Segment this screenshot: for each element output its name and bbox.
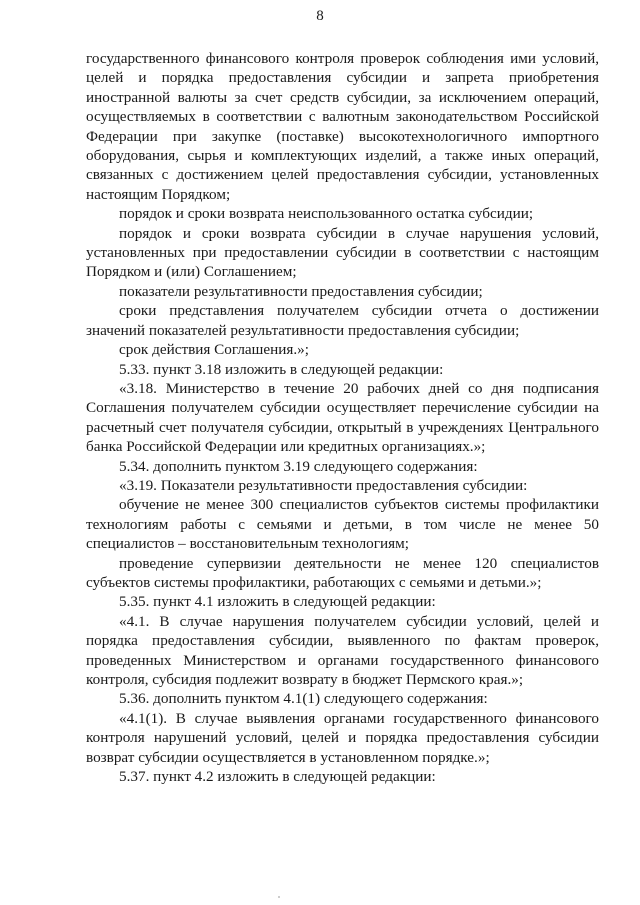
- paragraph: 5.34. дополнить пунктом 3.19 следующего содержания:: [119, 457, 478, 475]
- paragraph: 5.36. дополнить пунктом 4.1(1) следующего содержания:: [119, 690, 488, 708]
- page-number: 8: [316, 8, 324, 24]
- paragraph: «3.19. Показатели результативности предоставления субсидии:: [119, 476, 528, 494]
- paragraph: «4.1. В случае нарушения получателем субсидии условий, целей и порядка предоставления субсидии, выявленного по фактам проверок, проведенных Министерством и органами государственного финансового контроля, субсидия подлежит возврату в бюджет Пермского края.»;: [86, 612, 599, 688]
- paragraph: показатели результативности предоставления субсидии;: [119, 282, 483, 300]
- paragraph: 5.35. пункт 4.1 изложить в следующей редакции:: [119, 593, 436, 611]
- paragraph: срок действия Соглашения.»;: [119, 341, 309, 359]
- paragraph: проведение супервизии деятельности не менее 120 специалистов субъектов системы профилактики, работающих с семьями и детьми.»;: [86, 554, 599, 591]
- paragraph: сроки представления получателем субсидии отчета о достижении значений показателей результативности предоставления субсидии;: [86, 302, 599, 339]
- paragraph: порядок и сроки возврата субсидии в случае нарушения условий, установленных при предоставлении субсидии в соответствии с настоящим Порядком и (или) Соглашением;: [86, 224, 599, 281]
- scan-artifact-dot: [278, 896, 280, 898]
- paragraph: «3.18. Министерство в течение 20 рабочих дней со дня подписания Соглашения получателем субсидии осуществляет перечисление субсидии на расчетный счет получателя субсидии, открытый в учреждениях Центрального банка Российской Федерации или кредитных организациях.»;: [86, 379, 599, 456]
- paragraph: «4.1(1). В случае выявления органами государственного финансового контроля нарушений условий, целей и порядка предоставления субсидии возврат субсидии осуществляется в установленном порядке.»;: [86, 709, 599, 766]
- paragraph: порядок и сроки возврата неиспользованного остатка субсидии;: [119, 205, 534, 223]
- document-body: [86, 49, 599, 786]
- paragraph: 5.37. пункт 4.2 изложить в следующей редакции:: [119, 768, 436, 786]
- paragraph: государственного финансового контроля проверок соблюдения ими условий, целей и порядка предоставления субсидии и запрета приобретения иностранной валюты за счет средств субсидии, за исключением операций, осуществляемых в соответствии с валютным законодательством Российской Федерации при закупке (поставке) высокотехнологичного импортного оборудования, сырья и комплектующих изделий, а также иных операций, связанных с достижением целей предоставления субсидии, установленных настоящим Порядком;: [86, 50, 599, 203]
- paragraph: обучение не менее 300 специалистов субъектов системы профилактики технологиям работы с семьями и детьми, в том числе не менее 50 специалистов – восстановительным технологиям;: [86, 496, 599, 553]
- paragraph: 5.33. пункт 3.18 изложить в следующей редакции:: [119, 360, 444, 378]
